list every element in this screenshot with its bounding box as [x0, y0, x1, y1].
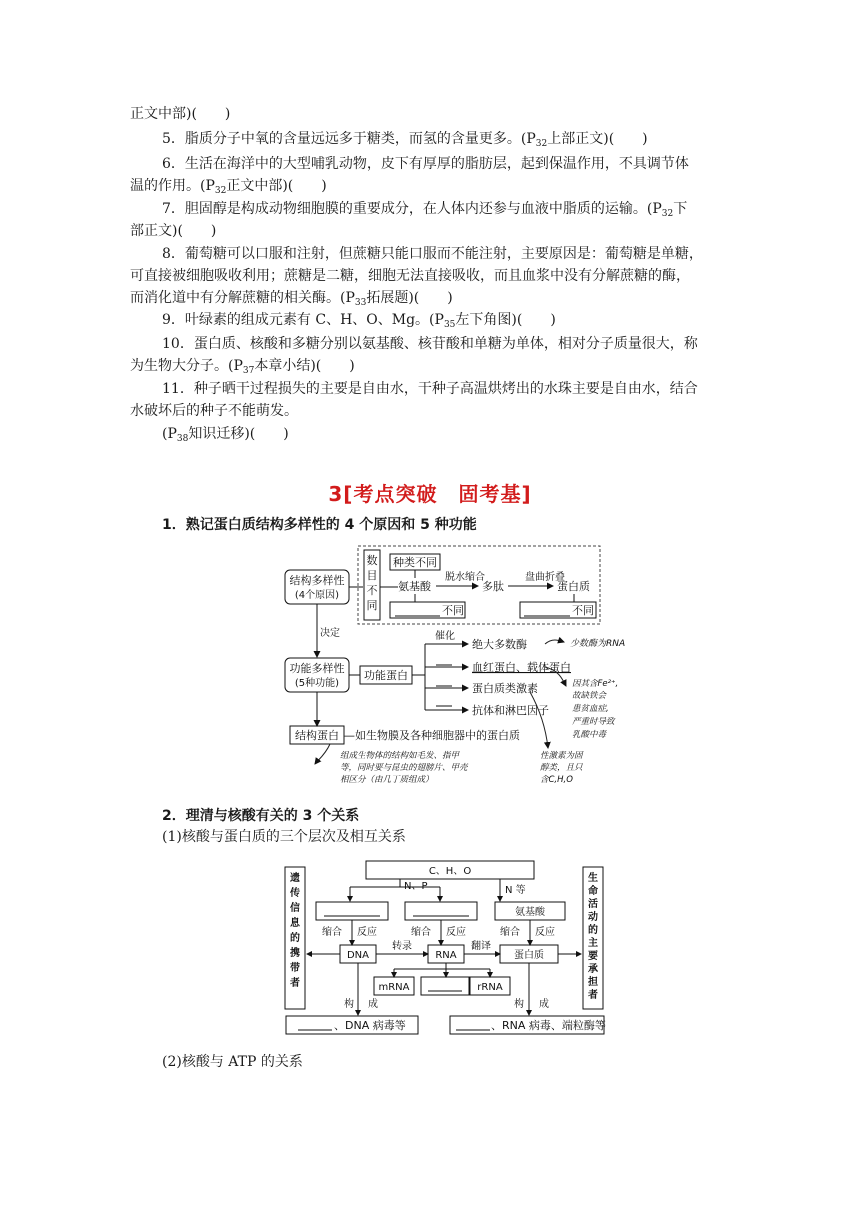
svg-text:蛋白质: 蛋白质	[514, 950, 544, 961]
svg-text:患贫血症,: 患贫血症,	[572, 704, 609, 714]
svg-text:盘曲折叠: 盘曲折叠	[525, 572, 565, 583]
heading-2b: (2)核酸与 ATP 的关系	[162, 1054, 303, 1070]
structure-diversity-label: 结构多样性	[289, 574, 345, 587]
item-4-tail: 正文中部)( )	[130, 106, 231, 122]
svg-text:少数酶为RNA: 少数酶为RNA	[570, 639, 626, 649]
item-5: 5．脂质分子中氧的含量远远多于糖类，而氢的含量更多。($P_{32}$上部正文)( )	[162, 131, 648, 149]
svg-text:缩合: 缩合	[500, 927, 520, 938]
item-8-line3: 而消化道中有分解蔗糖的相关酶。($P_{33}$拓展题)( )	[130, 290, 453, 308]
svg-text:性激素为固: 性激素为固	[540, 751, 583, 761]
svg-text:缩合: 缩合	[322, 927, 342, 938]
heading-2: 2．理清与核酸有关的 3 个关系	[162, 808, 360, 824]
svg-text:同: 同	[366, 599, 378, 612]
section-title: 3[考点突破 固考基]	[328, 482, 532, 506]
heading-1: 1．熟记蛋白质结构多样性的 4 个原因和 5 种功能	[162, 517, 477, 533]
svg-text:遗: 遗	[290, 873, 300, 884]
svg-text:目: 目	[366, 569, 378, 582]
item-11-line3: ($P_{38}$知识迁移)( )	[162, 426, 289, 444]
svg-text:生: 生	[588, 873, 598, 884]
svg-text:mRNA: mRNA	[378, 982, 410, 993]
enzyme-label: 绝大多数酶	[472, 638, 527, 651]
item-8-line1: 8．葡萄糖可以口服和注射，但蔗糖只能口服而不能注射，主要原因是：葡萄糖是单糖，	[162, 246, 703, 262]
item-10-line1: 10．蛋白质、核酸和多糖分别以氨基酸、核苷酸和单糖为单体，相对分子质量很大，称	[162, 336, 698, 352]
svg-text:N 等: N 等	[505, 885, 526, 896]
svg-text:成: 成	[368, 999, 378, 1010]
svg-text:翻译: 翻译	[471, 941, 491, 952]
svg-text:—如生物膜及各种细胞器中的蛋白质: —如生物膜及各种细胞器中的蛋白质	[344, 729, 520, 742]
svg-text:结构蛋白: 结构蛋白	[295, 729, 339, 742]
item-7-line2: 部正文)( )	[130, 223, 217, 239]
svg-text:成: 成	[539, 999, 549, 1010]
blank-box-b	[405, 902, 477, 920]
protein-label: 蛋白质	[557, 580, 590, 593]
svg-text:乳酸中毒: 乳酸中毒	[572, 730, 607, 740]
svg-text:(4个原因): (4个原因)	[294, 590, 340, 601]
protein-diagram	[0, 540, 860, 800]
svg-text:主: 主	[588, 938, 598, 949]
svg-text:相区分（由几丁质组成）: 相区分（由几丁质组成）	[340, 775, 434, 785]
item-6-line1: 6．生活在海洋中的大型哺乳动物，皮下有厚厚的脂肪层，起到保温作用，不具调节体	[162, 156, 689, 172]
svg-text:构: 构	[344, 999, 354, 1010]
svg-text:承: 承	[588, 964, 598, 975]
svg-text:不同: 不同	[442, 604, 464, 617]
heading-2a: (1)核酸与蛋白质的三个层次及相互关系	[162, 829, 406, 845]
svg-text:催化: 催化	[435, 631, 455, 642]
svg-text:、RNA 病毒、端粒酶等: 、RNA 病毒、端粒酶等	[491, 1019, 606, 1032]
svg-text:不同: 不同	[572, 604, 594, 617]
svg-text:反应: 反应	[535, 927, 555, 938]
item-6-line2: 温的作用。($P_{32}$正文中部)( )	[130, 178, 327, 196]
svg-text:、DNA 病毒等: 、DNA 病毒等	[334, 1019, 406, 1032]
svg-text:决定: 决定	[320, 628, 340, 639]
svg-text:的: 的	[290, 933, 300, 944]
item-9: 9．叶绿素的组成元素有 C、H、O、Mg。($P_{35}$左下角图)( )	[162, 312, 556, 330]
svg-text:带: 带	[290, 963, 300, 974]
svg-text:息: 息	[290, 918, 300, 929]
svg-text:氨基酸: 氨基酸	[515, 907, 545, 918]
svg-text:要: 要	[588, 951, 598, 962]
svg-text:的: 的	[588, 925, 598, 936]
item-7-line1: 7．胆固醇是构成动物细胞膜的重要成分，在人体内还参与血液中脂质的运输。($P_{32}$下	[162, 201, 688, 219]
svg-text:蛋白质类激素: 蛋白质类激素	[472, 682, 538, 695]
svg-text:C、H、O: C、H、O	[428, 866, 472, 877]
svg-text:传: 传	[290, 888, 300, 899]
svg-text:RNA: RNA	[435, 950, 457, 961]
svg-text:脱水缩合: 脱水缩合	[445, 572, 485, 583]
svg-text:功能蛋白: 功能蛋白	[364, 669, 408, 682]
left-vertical-label	[289, 871, 301, 989]
svg-text:不: 不	[366, 584, 378, 597]
amino-acid-label: 氨基酸	[398, 580, 431, 593]
right-vertical-label	[588, 871, 598, 1001]
svg-text:缩合: 缩合	[411, 927, 431, 938]
svg-text:(5种功能): (5种功能)	[294, 678, 340, 689]
svg-text:携: 携	[290, 948, 300, 959]
item-10-line2: 为生物大分子。($P_{37}$本章小结)( )	[130, 358, 355, 376]
item-11-line1: 11．种子晒干过程损失的主要是自由水，干种子高温烘烤出的水珠主要是自由水，结合	[162, 381, 698, 397]
svg-text:等，同时要与昆虫的翅膀片、甲壳: 等，同时要与昆虫的翅膀片、甲壳	[340, 763, 468, 773]
item-8-line2: 可直接被细胞吸收利用；蔗糖是二糖，细胞无法直接吸收，而且血浆中没有分解蔗糖的酶，	[130, 268, 690, 284]
svg-text:rRNA: rRNA	[477, 982, 503, 993]
svg-text:反应: 反应	[446, 927, 466, 938]
svg-text:担: 担	[588, 977, 598, 988]
svg-text:严重时导致: 严重时导致	[572, 717, 615, 727]
svg-text:者: 者	[588, 990, 598, 1001]
svg-text:N、P: N、P	[404, 881, 428, 892]
svg-text:故缺铁会: 故缺铁会	[572, 691, 607, 701]
svg-text:构: 构	[514, 999, 524, 1010]
svg-text:者: 者	[290, 978, 300, 989]
svg-text:多肽: 多肽	[482, 580, 504, 593]
svg-text:组成生物体的结构如毛发、指甲: 组成生物体的结构如毛发、指甲	[340, 751, 460, 761]
svg-text:动: 动	[588, 912, 598, 923]
svg-text:转录: 转录	[392, 941, 412, 952]
svg-text:DNA: DNA	[346, 950, 370, 961]
svg-text:反应: 反应	[357, 927, 377, 938]
svg-text:抗体和淋巴因子: 抗体和淋巴因子	[472, 704, 549, 717]
svg-text:信: 信	[290, 903, 300, 914]
nucleic-acid-diagram	[0, 855, 860, 1040]
svg-text:血红蛋白、载体蛋白: 血红蛋白、载体蛋白	[472, 661, 571, 674]
item-11-line2: 水破坏后的种子不能萌发。	[130, 403, 298, 419]
blank-box-a	[316, 902, 388, 920]
svg-text:命: 命	[588, 886, 598, 897]
svg-text:种类不同: 种类不同	[393, 556, 437, 569]
svg-text:数: 数	[366, 554, 378, 567]
svg-text:功能多样性: 功能多样性	[289, 662, 345, 675]
svg-text:因其含Fe²⁺,: 因其含Fe²⁺,	[572, 679, 619, 689]
svg-text:醇类，且只: 醇类，且只	[540, 763, 583, 773]
svg-text:含C,H,O: 含C,H,O	[540, 775, 573, 785]
svg-text:活: 活	[588, 899, 598, 910]
blank-rna-box	[421, 977, 469, 995]
